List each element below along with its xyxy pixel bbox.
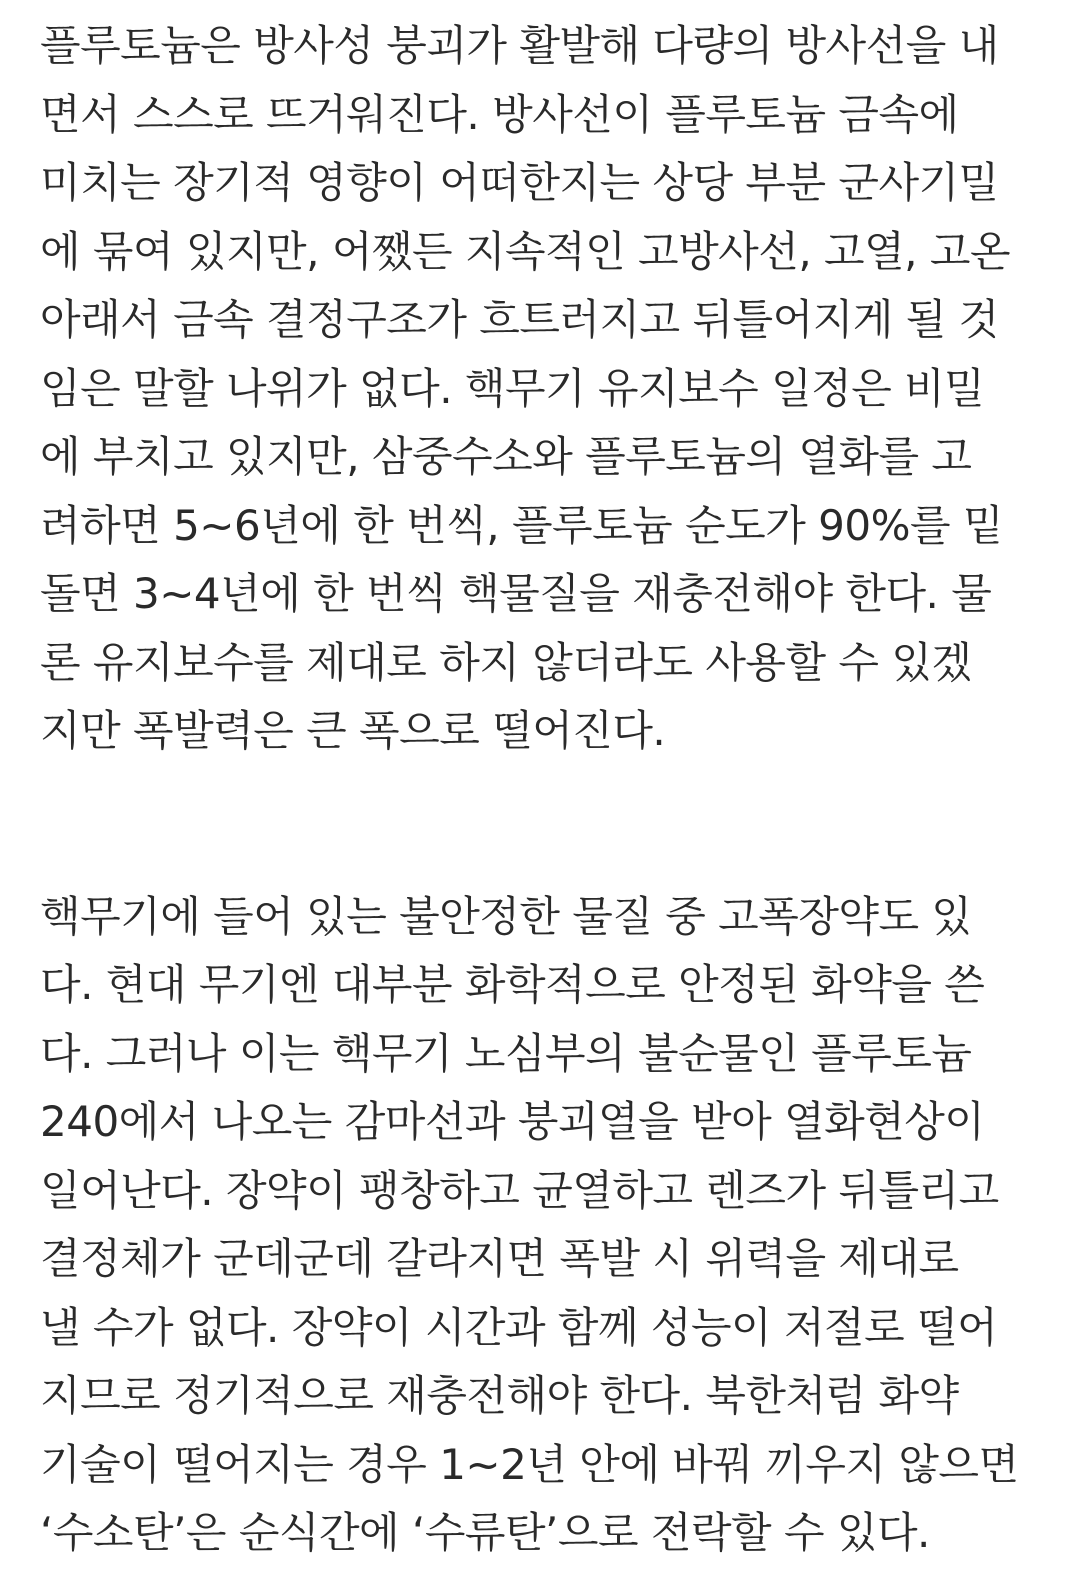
text-line: 돌면 3~4년에 한 번씩 핵물질을 재충전해야 한다. 물 (40, 569, 992, 618)
text-line: 기술이 떨어지는 경우 1~2년 안에 바꿔 끼우지 않으면 (40, 1439, 1019, 1489)
text-line: 플루토늄은 방사성 붕괴가 활발해 다량의 방사선을 내 (40, 21, 999, 70)
text-line: 결정체가 군데군데 갈라지면 폭발 시 위력을 제대로 (40, 1234, 959, 1283)
text-line: 려하면 5~6년에 한 번씩, 플루토늄 순도가 90%를 밑 (40, 500, 1004, 550)
text-line: 지므로 정기적으로 재충전해야 한다. 북한처럼 화약 (40, 1371, 959, 1420)
text-line: 임은 말할 나위가 없다. 핵무기 유지보수 일정은 비밀 (40, 363, 985, 413)
paragraph-plutonium-decay (40, 12, 1050, 766)
text-line: 아래서 금속 결정구조가 흐트러지고 뒤틀어지게 될 것 (40, 295, 999, 344)
text-line: 지만 폭발력은 큰 폭으로 떨어진다. (40, 706, 666, 755)
text-line: 일어난다. 장약이 팽창하고 균열하고 렌즈가 뒤틀리고 (40, 1165, 999, 1215)
text-line: 핵무기에 들어 있는 불안정한 물질 중 고폭장약도 있 (40, 891, 972, 941)
text-line: 낼 수가 없다. 장약이 시간과 함께 성능이 저절로 떨어 (40, 1302, 998, 1352)
text-line: 론 유지보수를 제대로 하지 않더라도 사용할 수 있겠 (40, 637, 972, 687)
text-line: 다. 현대 무기엔 대부분 화학적으로 안정된 화약을 쓴 (40, 960, 985, 1009)
text-line: 면서 스스로 뜨거워진다. 방사선이 플루토늄 금속에 (40, 89, 959, 139)
text-line: 240에서 나오는 감마선과 붕괴열을 받아 열화현상이 (40, 1097, 985, 1146)
text-line: 다. 그러나 이는 핵무기 노심부의 불순물인 플루토늄 (40, 1028, 972, 1078)
text-line: 에 부치고 있지만, 삼중수소와 플루토늄의 열화를 고 (40, 432, 972, 481)
paragraph-spacer (40, 766, 1050, 883)
paragraph-high-explosive (40, 883, 1050, 1568)
text-line: ‘수소탄’은 순식간에 ‘수류탄’으로 전락할 수 있다. (40, 1508, 930, 1557)
article-body (40, 12, 1050, 1568)
text-line: 에 묶여 있지만, 어쨌든 지속적인 고방사선, 고열, 고온 (40, 226, 1011, 276)
text-line: 미치는 장기적 영향이 어떠한지는 상당 부분 군사기밀 (40, 158, 999, 207)
